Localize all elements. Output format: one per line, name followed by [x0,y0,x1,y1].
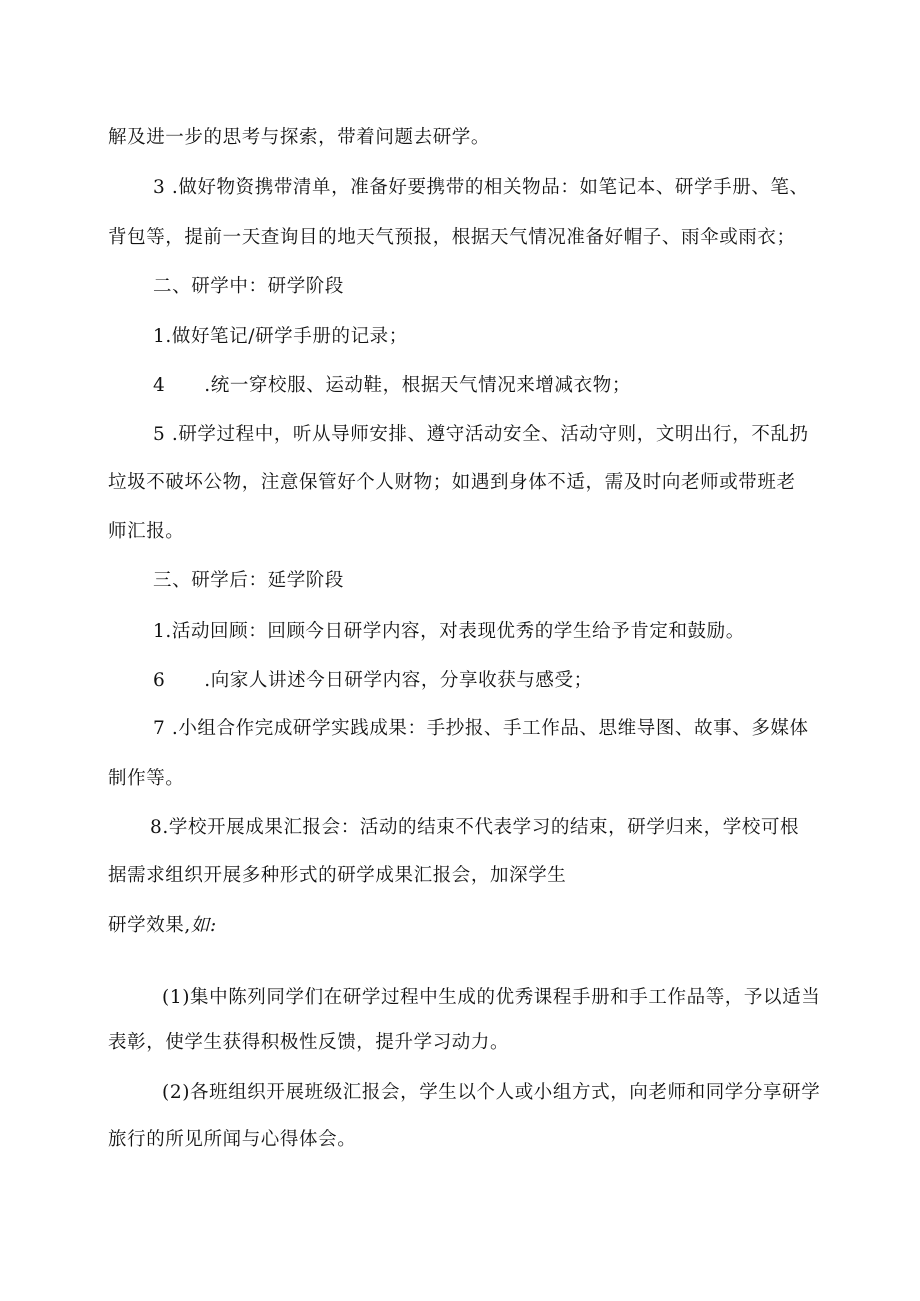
paragraph-line: 4 .统一穿校服、运动鞋，根据天气情况来增减衣物； [153,375,631,396]
paragraph-line: 3 .做好物资携带清单，准备好要携带的相关物品：如笔记本、研学手册、笔、 [153,177,809,198]
paragraph-line: 师汇报。 [108,521,185,542]
paragraph-line: 1.做好笔记/研学手册的记录； [153,326,408,347]
paragraph-line: 制作等。 [108,768,185,789]
paragraph-line: 8.学校开展成果汇报会：活动的结束不代表学习的结束，研学归来，学校可根 [150,817,800,838]
paragraph-text: 研学效果, [108,915,191,936]
paragraph-line: 1.活动回顾：回顾今日研学内容，对表现优秀的学生给予肯定和鼓励。 [153,621,745,642]
paragraph-line [108,913,217,939]
italic-tail: 如: [190,915,217,936]
paragraph-line: 旅行的所见所闻与心得体会。 [108,1129,357,1150]
paragraph-line: 解及进一步的思考与探索，带着问题去研学。 [108,127,491,148]
paragraph-line: 背包等，提前一天查询目的地天气预报，根据天气情况准备好帽子、雨伞或雨衣； [108,227,796,248]
paragraph-line: 6 .向家人讲述今日研学内容，分享收获与感受； [153,670,593,691]
paragraph-line: 据需求组织开展多种形式的研学成果汇报会，加深学生 [108,865,567,886]
section-heading: 三、研学后：延学阶段 [153,570,345,591]
paragraph-line: 7 .小组合作完成研学实践成果：手抄报、手工作品、思维导图、故事、多媒体 [153,718,809,739]
section-heading: 二、研学中：研学阶段 [153,276,345,297]
list-item: (2)各班组织开展班级汇报会，学生以个人或小组方式，向老师和同学分享研学 [162,1082,821,1103]
paragraph-line: 5 .研学过程中，听从导师安排、遵守活动安全、活动守则，文明出行，不乱扔 [153,424,809,445]
paragraph-line: 表彰，使学生获得积极性反馈，提升学习动力。 [108,1032,510,1053]
paragraph-line: 垃圾不破坏公物，注意保管好个人财物；如遇到身体不适，需及时向老师或带班老 [108,472,796,493]
list-item: (1)集中陈列同学们在研学过程中生成的优秀课程手册和手工作品等，予以适当 [162,987,821,1008]
